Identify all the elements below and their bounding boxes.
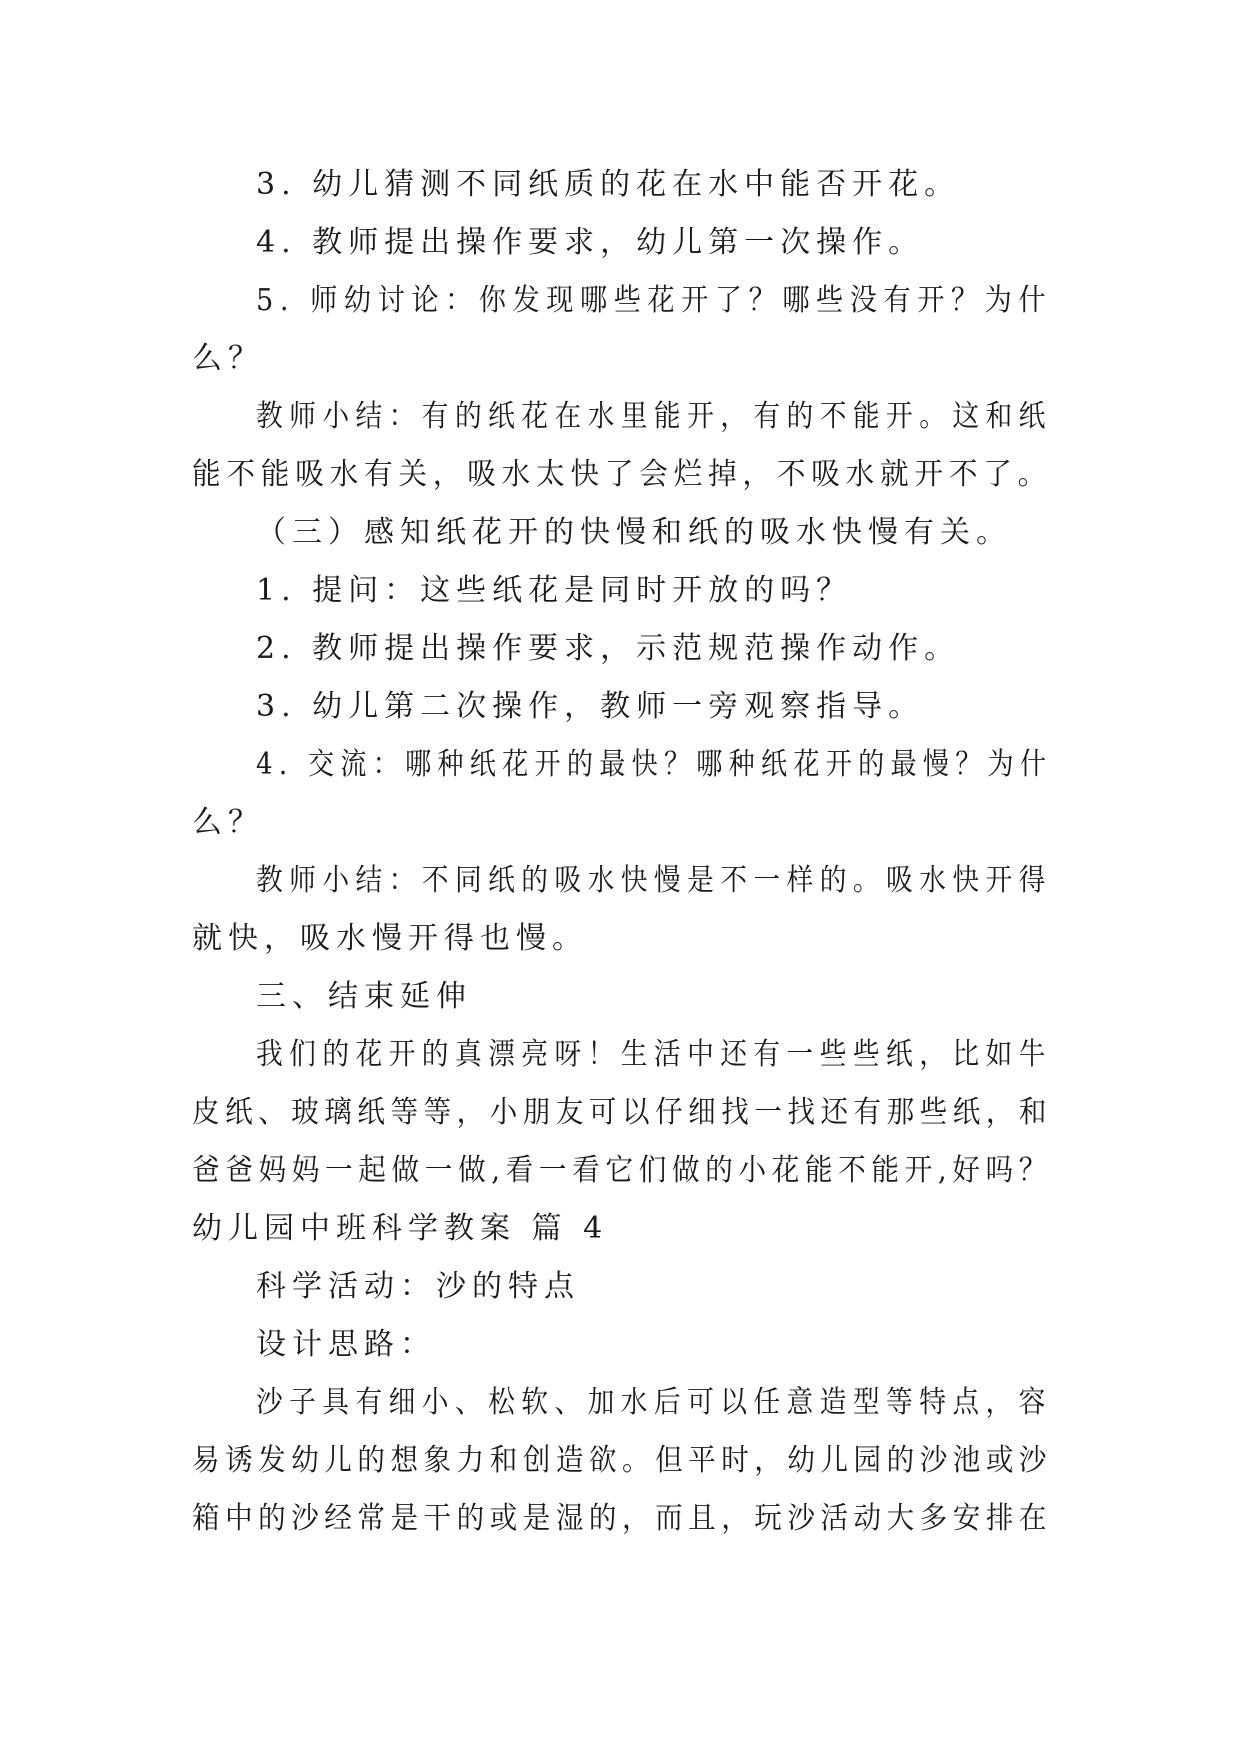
paragraph-line: 沙子具有细小、松软、加水后可以任意造型等特点，容 <box>256 1385 1052 1420</box>
paragraph-line: 3. 幼儿猜测不同纸质的花在水中能否开花。 <box>256 167 961 202</box>
paragraph-line: 4. 交流：哪种纸花开的最快？哪种纸花开的最慢？为什 <box>256 747 1053 782</box>
section-heading: 三、结束延伸 <box>256 979 472 1014</box>
paragraph-line: 就快，吸水慢开得也慢。 <box>192 921 588 956</box>
paragraph-line: 能不能吸水有关，吸水太快了会烂掉，不吸水就开不了。 <box>192 457 1053 492</box>
activity-title: 科学活动：沙的特点 <box>256 1269 580 1304</box>
paragraph-line: 我们的花开的真漂亮呀！生活中还有一些些纸，比如牛 <box>256 1037 1052 1072</box>
section-heading: （三）感知纸花开的快慢和纸的吸水快慢有关。 <box>256 515 1012 550</box>
paragraph-line: 教师小结：不同纸的吸水快慢是不一样的。吸水快开得 <box>256 863 1052 898</box>
paragraph-line: 皮纸、玻璃纸等等，小朋友可以仔细找一找还有那些纸，和 <box>192 1095 1052 1130</box>
paragraph-line: 2. 教师提出操作要求，示范规范操作动作。 <box>256 631 961 666</box>
section-heading: 设计思路： <box>256 1327 436 1362</box>
paragraph-line: 4. 教师提出操作要求，幼儿第一次操作。 <box>256 225 925 260</box>
paragraph-line: 易诱发幼儿的想象力和创造欲。但平时，幼儿园的沙池或沙 <box>192 1443 1052 1478</box>
paragraph-line: 教师小结：有的纸花在水里能开，有的不能开。这和纸 <box>256 399 1052 434</box>
paragraph-line: 1. 提问：这些纸花是同时开放的吗？ <box>256 573 853 608</box>
paragraph-line: 么？ <box>192 805 264 840</box>
article-title: 幼儿园中班科学教案 篇 4 <box>192 1211 609 1246</box>
paragraph-line: 爸爸妈妈一起做一做,看一看它们做的小花能不能开,好吗？ <box>192 1153 1053 1188</box>
paragraph-line: 3. 幼儿第二次操作，教师一旁观察指导。 <box>256 689 925 724</box>
paragraph-line: 么？ <box>192 341 264 376</box>
paragraph-line: 5. 师幼讨论：你发现哪些花开了？哪些没有开？为什 <box>256 283 1053 318</box>
paragraph-line: 箱中的沙经常是干的或是湿的，而且，玩沙活动大多安排在 <box>192 1501 1052 1536</box>
